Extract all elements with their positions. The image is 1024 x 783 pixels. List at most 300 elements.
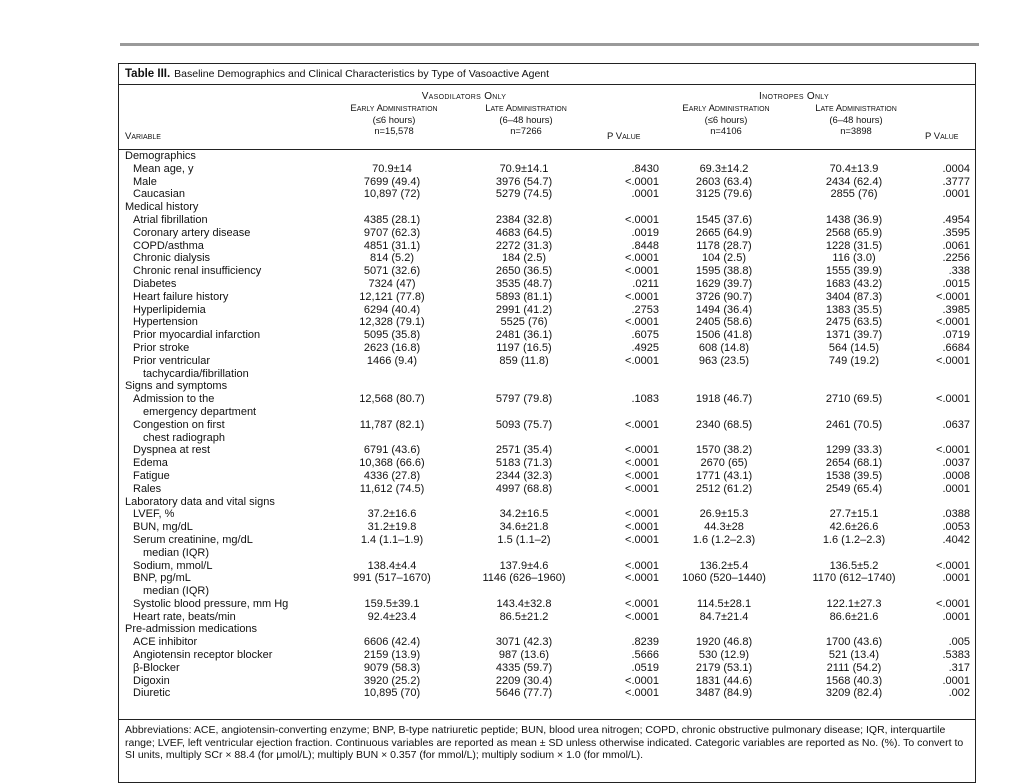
table-cell: 3209 (82.4) [825,687,883,700]
table-cell: 1466 (9.4) [366,354,418,367]
p-value-cell: .1083 [631,393,659,406]
table-iii [118,63,976,783]
p-value-cell: .8430 [631,162,659,175]
table-row [119,176,975,189]
table-cell: 42.6±26.6 [829,521,879,534]
row-label: Mean age, y [133,162,194,175]
table-cell: 70.9±14.1 [499,162,549,175]
table-cell: 2549 (65.4) [825,482,883,495]
p-value-cell: <.0001 [625,175,659,188]
table-cell: 34.2±16.5 [499,508,549,521]
section-header-row [119,496,975,509]
table-cell: 9707 (62.3) [363,226,421,239]
table-cell: 1299 (33.3) [825,444,883,457]
table-cell: 5071 (32.6) [363,265,421,278]
table-row [119,316,975,329]
col-header-vaso-early [324,103,464,136]
table-cell: 3071 (42.3) [495,636,553,649]
col-header-n: n=3898 [840,125,872,136]
row-label: ACE inhibitor [133,636,198,649]
table-cell: 5797 (79.8) [495,393,553,406]
table-cell: 116 (3.0) [832,252,876,265]
table-cell: 6791 (43.6) [363,444,421,457]
table-cell: 2434 (62.4) [825,175,883,188]
table-cell: 2340 (68.5) [695,418,753,431]
table-cell: 3920 (25.2) [363,674,421,687]
table-cell: 2670 (65) [700,457,748,470]
section-label: Medical history [125,201,199,214]
table-row [119,508,975,521]
col-header-n: n=4106 [710,125,742,136]
table-cell: 2159 (13.9) [363,649,421,662]
table-cell: 34.6±21.8 [499,521,549,534]
table-caption [119,64,975,85]
table-row [119,483,975,496]
table-cell: 991 (517–1670) [353,572,431,585]
table-cell: 2475 (63.5) [825,316,883,329]
table-cell: 184 (2.5) [501,252,547,265]
row-label: Hyperlipidemia [133,303,206,316]
p-value-cell: .8239 [631,636,659,649]
p-value-cell: .4925 [631,341,659,354]
p-value-cell: .0037 [942,457,970,470]
table-cell: 86.5±21.2 [499,610,549,623]
col-header-window: (6–48 hours) [499,114,553,125]
table-cell: 9079 (58.3) [363,661,421,674]
row-label: Edema [133,457,168,470]
p-value-cell: .0001 [631,188,659,201]
row-label: BNP, pg/mL [133,572,191,585]
table-cell: 3125 (79.6) [695,188,753,201]
p-value-cell: .0001 [942,572,970,585]
p-value-cell: <.0001 [625,457,659,470]
section-header-row [119,201,975,214]
section-header-row [119,150,975,163]
table-cell: 4997 (68.8) [495,482,553,495]
p-value-cell: .0211 [632,277,659,290]
table-cell: 963 (23.5) [698,354,750,367]
row-label: Fatigue [133,469,170,482]
table-cell: 2179 (53.1) [695,661,753,674]
table-cell: 4683 (64.5) [495,226,553,239]
p-value-cell: .5383 [942,649,970,662]
table-row [119,444,975,457]
p-value-cell: .3595 [942,226,970,239]
table-row [119,188,975,201]
p-value-cell: <.0001 [625,521,659,534]
table-cell: 27.7±15.1 [829,508,879,521]
row-label: Caucasian [133,188,185,201]
p-value-cell: .0519 [631,661,659,674]
table-cell: 1831 (44.6) [695,674,753,687]
row-label: Prior ventricular [133,354,211,367]
table-cell: 6606 (42.4) [363,636,421,649]
row-label-continued: chest radiograph [143,431,225,444]
table-cell: 11,787 (82.1) [359,418,425,431]
row-label: Male [133,175,157,188]
row-label: Prior myocardial infarction [133,329,261,342]
table-row [119,687,975,700]
table-cell: 2650 (36.5) [495,265,553,278]
p-value-cell: .0015 [942,277,970,290]
table-cell: 749 (19.2) [828,354,880,367]
table-cell: 5646 (77.7) [495,687,553,700]
row-label: Diuretic [133,687,171,700]
p-value-cell: .3985 [942,303,970,316]
table-cell: 143.4±32.8 [496,597,552,610]
row-label: Heart rate, beats/min [133,610,236,623]
p-value-cell: <.0001 [625,252,659,265]
row-label: Admission to the [133,393,215,406]
table-cell: 136.5±5.2 [829,559,879,572]
table-cell: 1197 (16.5) [496,341,552,354]
row-label: Atrial fibrillation [133,213,208,226]
table-cell: 814 (5.2) [369,252,415,265]
table-row [119,355,975,381]
col-header-vaso-late [456,103,596,136]
table-cell: 5525 (76) [500,316,548,329]
p-value-cell: <.0001 [936,354,970,367]
p-value-cell: .0637 [942,418,970,431]
table-cell: 1146 (626–1960) [482,572,566,585]
table-cell: 1.4 (1.1–1.9) [360,533,424,546]
p-value-cell: <.0001 [936,597,970,610]
table-cell: 2405 (58.6) [695,316,753,329]
p-value-cell: .0001 [942,610,970,623]
table-cell: 7324 (47) [368,277,416,290]
p-value-cell: <.0001 [625,444,659,457]
table-row [119,598,975,611]
row-label-continued: median (IQR) [143,546,210,559]
table-cell: 2654 (68.1) [825,457,883,470]
table-cell: 138.4±4.4 [367,559,417,572]
p-value-cell: <.0001 [625,290,659,303]
section-label: Demographics [125,150,196,162]
row-label: Serum creatinine, mg/dL [133,533,253,546]
p-value-cell: <.0001 [936,316,970,329]
table-cell: 2209 (30.4) [495,674,553,687]
table-cell: 12,568 (80.7) [359,393,425,406]
table-cell: 4385 (28.1) [363,213,421,226]
table-row [119,636,975,649]
table-cell: 1060 (520–1440) [682,572,766,585]
p-value-cell: .8448 [631,239,659,252]
table-row [119,278,975,291]
table-row [119,662,975,675]
section-label: Laboratory data and vital signs [125,495,275,508]
p-value-cell: <.0001 [936,559,970,572]
row-label: Congestion on first [133,418,225,431]
row-label: BUN, mg/dL [133,521,193,534]
row-label-continued: median (IQR) [143,585,210,598]
row-label: Chronic dialysis [133,252,211,265]
table-cell: 6294 (40.4) [363,303,421,316]
table-cell: 1683 (43.2) [825,277,883,290]
p-value-cell: <.0001 [625,508,659,521]
p-value-cell: .0001 [942,674,970,687]
col-header-ino-early [656,103,796,136]
table-cell: 1568 (40.3) [825,674,883,687]
p-value-cell: .0001 [942,188,970,201]
table-cell: 1629 (39.7) [695,277,753,290]
row-label: Diabetes [133,277,177,290]
row-label: LVEF, % [133,508,175,521]
table-cell: 70.9±14 [372,162,412,175]
p-value-cell: .5666 [631,649,659,662]
p-value-cell: .3777 [942,175,970,188]
table-row [119,163,975,176]
table-cell: 4851 (31.1) [363,239,421,252]
table-row [119,393,975,419]
table-cell: 1700 (43.6) [825,636,883,649]
col-header-window: (6–48 hours) [829,114,883,125]
table-cell: 2481 (36.1) [495,329,553,342]
table-cell: 86.6±21.6 [829,610,879,623]
col-header-name: Late Administration [815,103,897,114]
table-cell: 3726 (90.7) [695,290,753,303]
table-cell: 1371 (39.7) [825,329,883,342]
row-label: Heart failure history [133,290,229,303]
row-label: Sodium, mmol/L [133,559,213,572]
table-cell: 987 (13.6) [498,649,550,662]
table-row [119,457,975,470]
table-cell: 564 (14.5) [828,341,880,354]
table-cell: 7699 (49.4) [363,175,421,188]
col-header-n: n=15,578 [374,125,414,136]
p-value-cell: <.0001 [625,265,659,278]
table-cell: 2384 (32.8) [495,213,553,226]
table-cell: 1538 (39.5) [825,469,883,482]
section-header-row [119,623,975,636]
table-body [119,150,975,700]
p-value-cell: .2256 [942,252,970,265]
table-cell: 2710 (69.5) [825,393,883,406]
table-cell: 2991 (41.2) [495,303,553,316]
table-cell: 521 (13.4) [828,649,880,662]
col-header-n: n=7266 [510,125,542,136]
p-value-cell: <.0001 [625,674,659,687]
table-footnote: Abbreviations: ACE, angiotensin-converting enzyme; BNP, B-type natriuretic peptide; BUN, blood urea nitrogen; COPD, chronic obstructive pulmonary disease; IQR, interquartile range; LVEF, left ventricular ejection fraction. Continuous variables are reported as mean ± SD unless otherwise indicated. Categoric variables are reported as No. (%). To convert to SI units, multiply SCr × 88.4 (for μmol/L); multiply BUN × 0.357 (for mmol/L); multiply sodium × 1.0 (for mmol/L). [119,719,975,762]
table-caption-text: Baseline Demographics and Clinical Characteristics by Type of Vasoactive Agent [174,68,550,80]
row-label-continued: emergency department [143,405,257,418]
p-value-cell: <.0001 [625,354,659,367]
table-cell: 2603 (63.4) [695,175,753,188]
table-row [119,560,975,573]
table-cell: 4336 (27.8) [363,469,421,482]
p-value-cell: <.0001 [625,469,659,482]
p-value-cell: <.0001 [936,290,970,303]
group-header-vasodilators: Vasodilators Only [421,91,507,102]
table-cell: 2568 (65.9) [825,226,883,239]
row-label-continued: tachycardia/fibrillation [143,367,249,380]
table-cell: 159.5±39.1 [364,597,420,610]
table-cell: 137.9±4.6 [499,559,549,572]
table-cell: 1178 (28.7) [696,239,752,252]
table-row [119,214,975,227]
table-row [119,572,975,598]
row-label: Prior stroke [133,341,190,354]
table-row [119,675,975,688]
table-cell: 37.2±16.6 [367,508,417,521]
page-top-rule [120,43,979,46]
table-row [119,611,975,624]
table-cell: 1.6 (1.2–2.3) [822,533,886,546]
table-row [119,304,975,317]
p-value-cell: .0719 [942,329,970,342]
table-cell: 31.2±19.8 [367,521,417,534]
table-cell: 92.4±23.4 [367,610,417,623]
table-row [119,227,975,240]
table-row [119,534,975,560]
p-value-cell: .317 [948,661,970,674]
col-header-p-value-ino: P Value [925,131,959,142]
table-cell: 69.3±14.2 [699,162,749,175]
p-value-cell: <.0001 [625,597,659,610]
table-row [119,342,975,355]
table-cell: 1545 (37.6) [695,213,753,226]
table-cell: 2344 (32.3) [495,469,553,482]
table-cell: 84.7±21.4 [699,610,749,623]
table-cell: 10,897 (72) [363,188,421,201]
p-value-cell: <.0001 [625,482,659,495]
table-cell: 136.2±5.4 [699,559,749,572]
table-caption-label: Table III. [125,68,171,80]
table-cell: 1771 (43.1) [695,469,753,482]
table-row [119,419,975,445]
table-cell: 3487 (84.9) [695,687,753,700]
row-label: Rales [133,482,162,495]
table-cell: 12,328 (79.1) [359,316,425,329]
table-row [119,521,975,534]
col-header-p-value-vaso: P Value [607,131,641,142]
table-row [119,252,975,265]
table-cell: 859 (11.8) [499,354,549,367]
table-cell: 1494 (36.4) [695,303,753,316]
table-cell: 5893 (81.1) [495,290,553,303]
p-value-cell: <.0001 [625,610,659,623]
row-label: Systolic blood pressure, mm Hg [133,597,289,610]
table-row [119,240,975,253]
table-cell: 1595 (38.8) [695,265,753,278]
col-header-variable: Variable [125,131,161,142]
table-cell: 1918 (46.7) [695,393,753,406]
table-cell: 1228 (31.5) [825,239,883,252]
table-header [119,85,975,150]
table-cell: 2111 (54.2) [826,661,882,674]
table-row [119,265,975,278]
p-value-cell: .0388 [942,508,970,521]
table-cell: 608 (14.8) [698,341,750,354]
table-cell: 114.5±28.1 [696,597,752,610]
row-label: Hypertension [133,316,198,329]
table-cell: 104 (2.5) [701,252,747,265]
table-cell: 70.4±13.9 [829,162,879,175]
table-cell: 5183 (71.3) [495,457,553,470]
col-header-window: (≤6 hours) [704,114,748,125]
table-cell: 1383 (35.5) [825,303,883,316]
row-label: Dyspnea at rest [133,444,211,457]
p-value-cell: .338 [948,265,970,278]
table-cell: 10,368 (66.6) [359,457,425,470]
row-label: COPD/asthma [133,239,204,252]
col-header-window: (≤6 hours) [372,114,416,125]
section-label: Signs and symptoms [125,380,228,393]
p-value-cell: .0019 [631,226,659,239]
p-value-cell: .0008 [942,469,970,482]
row-label: Coronary artery disease [133,226,251,239]
row-label: Digoxin [133,674,170,687]
table-cell: 2571 (35.4) [495,444,553,457]
table-cell: 1555 (39.9) [825,265,883,278]
table-cell: 5279 (74.5) [495,188,553,201]
table-cell: 5095 (35.8) [363,329,421,342]
p-value-cell: .0004 [942,162,970,175]
table-cell: 2512 (61.2) [695,482,753,495]
table-cell: 2272 (31.3) [495,239,553,252]
table-cell: 11,612 (74.5) [359,482,425,495]
table-cell: 1.5 (1.1–2) [497,533,551,546]
row-label: Chronic renal insufficiency [133,265,262,278]
table-row [119,470,975,483]
table-cell: 3535 (48.7) [495,277,553,290]
col-header-name: Late Administration [485,103,567,114]
p-value-cell: <.0001 [625,533,659,546]
p-value-cell: .002 [948,687,970,700]
p-value-cell: .0061 [942,239,970,252]
p-value-cell: .4042 [942,533,970,546]
table-cell: 530 (12.9) [698,649,750,662]
table-row [119,291,975,304]
table-cell: 26.9±15.3 [699,508,749,521]
p-value-cell: .005 [948,636,970,649]
table-cell: 1506 (41.8) [695,329,753,342]
col-header-ino-late [786,103,926,136]
group-header-inotropes: Inotropes Only [759,91,829,102]
p-value-cell: <.0001 [625,213,659,226]
row-label: Angiotensin receptor blocker [133,649,273,662]
p-value-cell: .6075 [631,329,659,342]
p-value-cell: <.0001 [936,444,970,457]
p-value-cell: <.0001 [936,393,970,406]
table-row [119,329,975,342]
table-cell: 122.1±27.3 [826,597,882,610]
table-cell: 2461 (70.5) [825,418,883,431]
section-header-row [119,380,975,393]
table-cell: 3976 (54.7) [495,175,553,188]
table-cell: 10,895 (70) [363,687,421,700]
section-label: Pre-admission medications [125,623,258,636]
table-cell: 1920 (46.8) [695,636,753,649]
table-cell: 1170 (612–1740) [812,572,896,585]
p-value-cell: <.0001 [625,572,659,585]
p-value-cell: .2753 [631,303,659,316]
p-value-cell: <.0001 [625,687,659,700]
p-value-cell: .0053 [942,521,970,534]
table-cell: 4335 (59.7) [495,661,553,674]
table-cell: 2855 (76) [830,188,878,201]
table-cell: 2665 (64.9) [695,226,753,239]
table-cell: 1.6 (1.2–2.3) [692,533,756,546]
p-value-cell: <.0001 [625,316,659,329]
table-cell: 5093 (75.7) [495,418,553,431]
table-row [119,649,975,662]
table-cell: 12,121 (77.8) [359,290,425,303]
col-header-name: Early Administration [682,103,770,114]
table-cell: 2623 (16.8) [363,341,421,354]
p-value-cell: <.0001 [625,559,659,572]
p-value-cell: .4954 [942,213,970,226]
col-header-name: Early Administration [350,103,438,114]
